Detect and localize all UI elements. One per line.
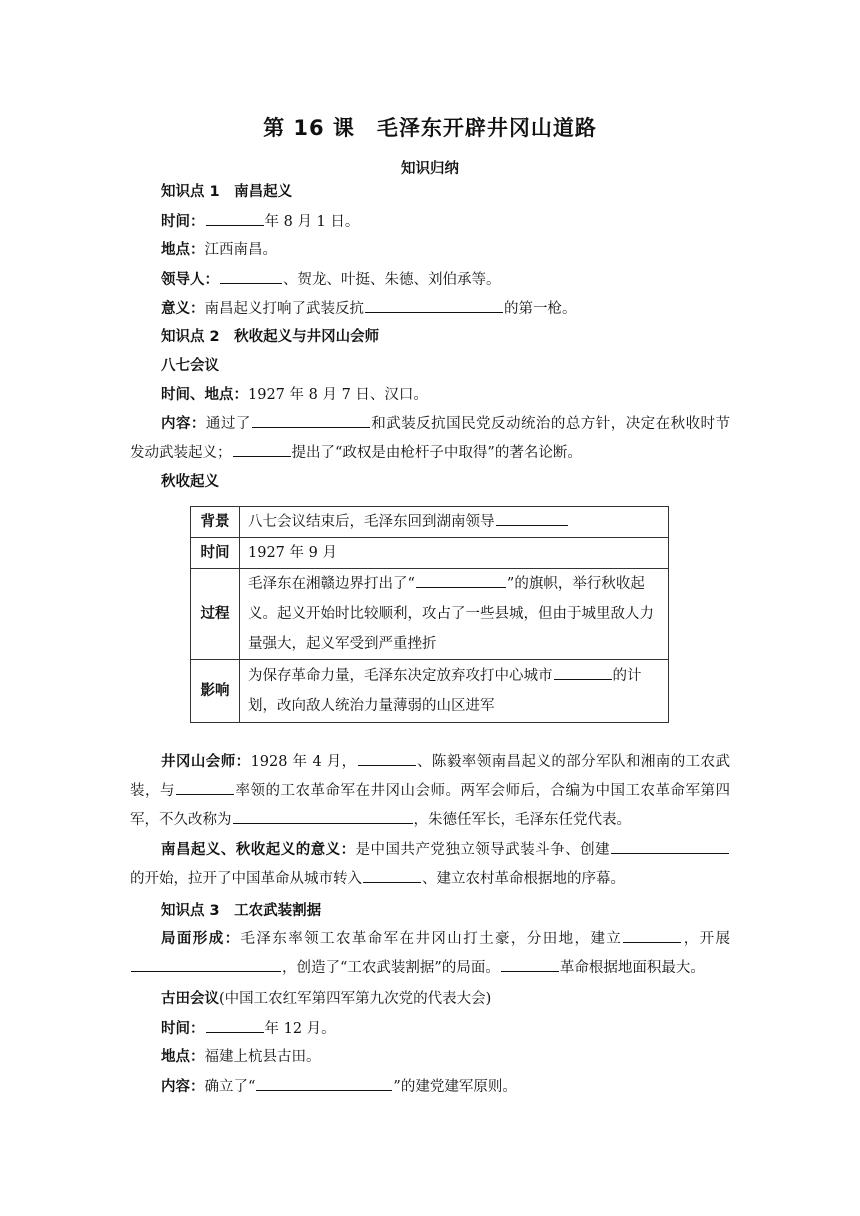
fill-blank[interactable] <box>233 809 413 824</box>
kp3-heading: 知识点 3 工农武装割据 <box>161 903 322 919</box>
qsqy-table <box>190 506 669 723</box>
label: 地点： <box>161 1049 205 1065</box>
gutian-time-line <box>161 1018 336 1039</box>
text: 南昌起义打响了武装反抗 <box>204 301 364 317</box>
label: 时间： <box>161 1021 205 1037</box>
fill-blank[interactable] <box>363 868 421 883</box>
lesson-title: 第 16 课 毛泽东开辟井冈山道路 <box>263 116 597 140</box>
bqhy-time-place-line <box>161 385 428 405</box>
text: 通过了 <box>205 416 251 432</box>
text: 毛泽东率领工农革命军在井冈山打土豪，分田地，建立 <box>240 931 623 947</box>
fill-blank[interactable] <box>176 780 234 795</box>
text: 1927 年 8 月 7 日、汉口。 <box>248 387 428 403</box>
fill-blank[interactable] <box>252 413 370 428</box>
text: ”的建党建军原则。 <box>393 1079 517 1095</box>
text: 的计划，改向敌人统治力量薄弱的山区进军 <box>248 668 642 714</box>
qsqy-heading: 秋收起义 <box>161 474 219 490</box>
gutian-content-line <box>161 1076 517 1097</box>
kp1-heading: 知识点 1 南昌起义 <box>161 184 293 200</box>
fill-blank[interactable] <box>416 573 506 588</box>
significance-paragraph <box>130 836 730 894</box>
table-value-cell <box>240 569 669 660</box>
text: 为保存革命力量，毛泽东决定放弃攻打中心城市 <box>248 668 553 684</box>
bqhy-content-paragraph <box>130 410 730 468</box>
table-key-cell: 背景 <box>191 507 240 538</box>
kp1-meaning-line <box>161 298 577 319</box>
text: 、建立农村革命根据地的序幕。 <box>422 871 625 887</box>
label: 内容： <box>161 416 206 432</box>
table-row <box>191 538 669 569</box>
kp2-heading: 知识点 2 秋收起义与井冈山会师 <box>161 329 380 345</box>
fill-blank[interactable] <box>206 1018 264 1033</box>
text: 率领的工农革命军在井冈山会师。两军会师后，合编为中国工农革命军第四军，不久改称为 <box>130 783 730 828</box>
text: 革命根据地面积最大。 <box>559 960 705 976</box>
fill-blank[interactable] <box>365 298 503 313</box>
text: ”的旗帜，举行秋收起义。起义开始时比较顺利，攻占了一些县城，但由于城里敌人力量强大，起义军受到严重挫折 <box>248 576 654 652</box>
table-key-cell: 影响 <box>191 660 240 723</box>
table-row <box>191 660 669 723</box>
text: 八七会议结束后，毛泽东回到湖南领导 <box>248 514 495 530</box>
table-value-cell <box>240 660 669 723</box>
text: 年 8 月 1 日。 <box>264 214 360 230</box>
text: 和武装反抗国民党反动统治的总方针，决定在秋收时节发动武装起义； <box>130 416 731 461</box>
fill-blank[interactable] <box>496 511 568 526</box>
fill-blank[interactable] <box>554 665 612 680</box>
fill-blank[interactable] <box>611 839 729 854</box>
gutian-heading: 古田会议 <box>161 991 219 1007</box>
text: 年 12 月。 <box>264 1021 336 1037</box>
text: 1928 年 4 月， <box>250 754 357 770</box>
table-value-cell <box>240 507 669 538</box>
text: ，朱德任军长，毛泽东任党代表。 <box>413 812 631 828</box>
text: 提出了“政权是由枪杆子中取得”的著名论断。 <box>291 445 582 461</box>
kp1-place-line <box>161 240 277 260</box>
fill-blank[interactable] <box>233 442 291 457</box>
label: 时间： <box>161 214 205 230</box>
table-row <box>191 569 669 660</box>
kp3-form-paragraph <box>130 925 730 983</box>
fill-blank[interactable] <box>256 1076 392 1091</box>
fill-blank[interactable] <box>501 957 559 972</box>
table-value-cell: 1927 年 9 月 <box>240 538 669 569</box>
section-subtitle: 知识归纳 <box>401 161 459 177</box>
text: ，创造了“工农武装割据”的局面。 <box>282 960 500 976</box>
text: 毛泽东在湘赣边界打出了“ <box>248 576 415 592</box>
kp1-leaders-line <box>161 269 501 290</box>
label: 局面形成： <box>161 931 241 947</box>
text: 、贺龙、叶挺、朱德、刘伯承等。 <box>283 272 501 288</box>
gutian-note: (中国工农红军第四军第九次党的代表大会) <box>219 991 492 1007</box>
text: 福建上杭县古田。 <box>204 1049 321 1065</box>
fill-blank[interactable] <box>206 211 264 226</box>
text: 确立了“ <box>204 1079 256 1095</box>
fill-blank[interactable] <box>358 751 416 766</box>
label: 南昌起义、秋收起义的意义： <box>161 842 356 858</box>
fill-blank[interactable] <box>623 928 681 943</box>
text: 是中国共产党独立领导武装斗争、创建 <box>355 842 611 858</box>
fill-blank[interactable] <box>131 957 281 972</box>
label: 时间、地点： <box>161 387 248 403</box>
fill-blank[interactable] <box>220 269 282 284</box>
table-key-cell: 过程 <box>191 569 240 660</box>
kp1-time-line <box>161 211 359 232</box>
label: 领导人： <box>161 272 219 288</box>
text: 、陈毅率领南昌起义的部分军队和湘南的工农武装，与 <box>130 754 731 799</box>
text: 的第一枪。 <box>504 301 577 317</box>
jgs-paragraph <box>130 748 730 835</box>
text: ，开展 <box>682 931 730 947</box>
text: 的开始，拉开了中国革命从城市转入 <box>130 871 362 887</box>
table-key-cell: 时间 <box>191 538 240 569</box>
gutian-heading-line <box>161 989 491 1009</box>
label: 井冈山会师： <box>161 754 251 770</box>
bqhy-heading: 八七会议 <box>161 358 219 374</box>
table-row <box>191 507 669 538</box>
label: 内容： <box>161 1079 205 1095</box>
gutian-place-line <box>161 1047 321 1067</box>
label: 意义： <box>161 301 205 317</box>
text: 江西南昌。 <box>204 242 277 258</box>
label: 地点： <box>161 242 205 258</box>
